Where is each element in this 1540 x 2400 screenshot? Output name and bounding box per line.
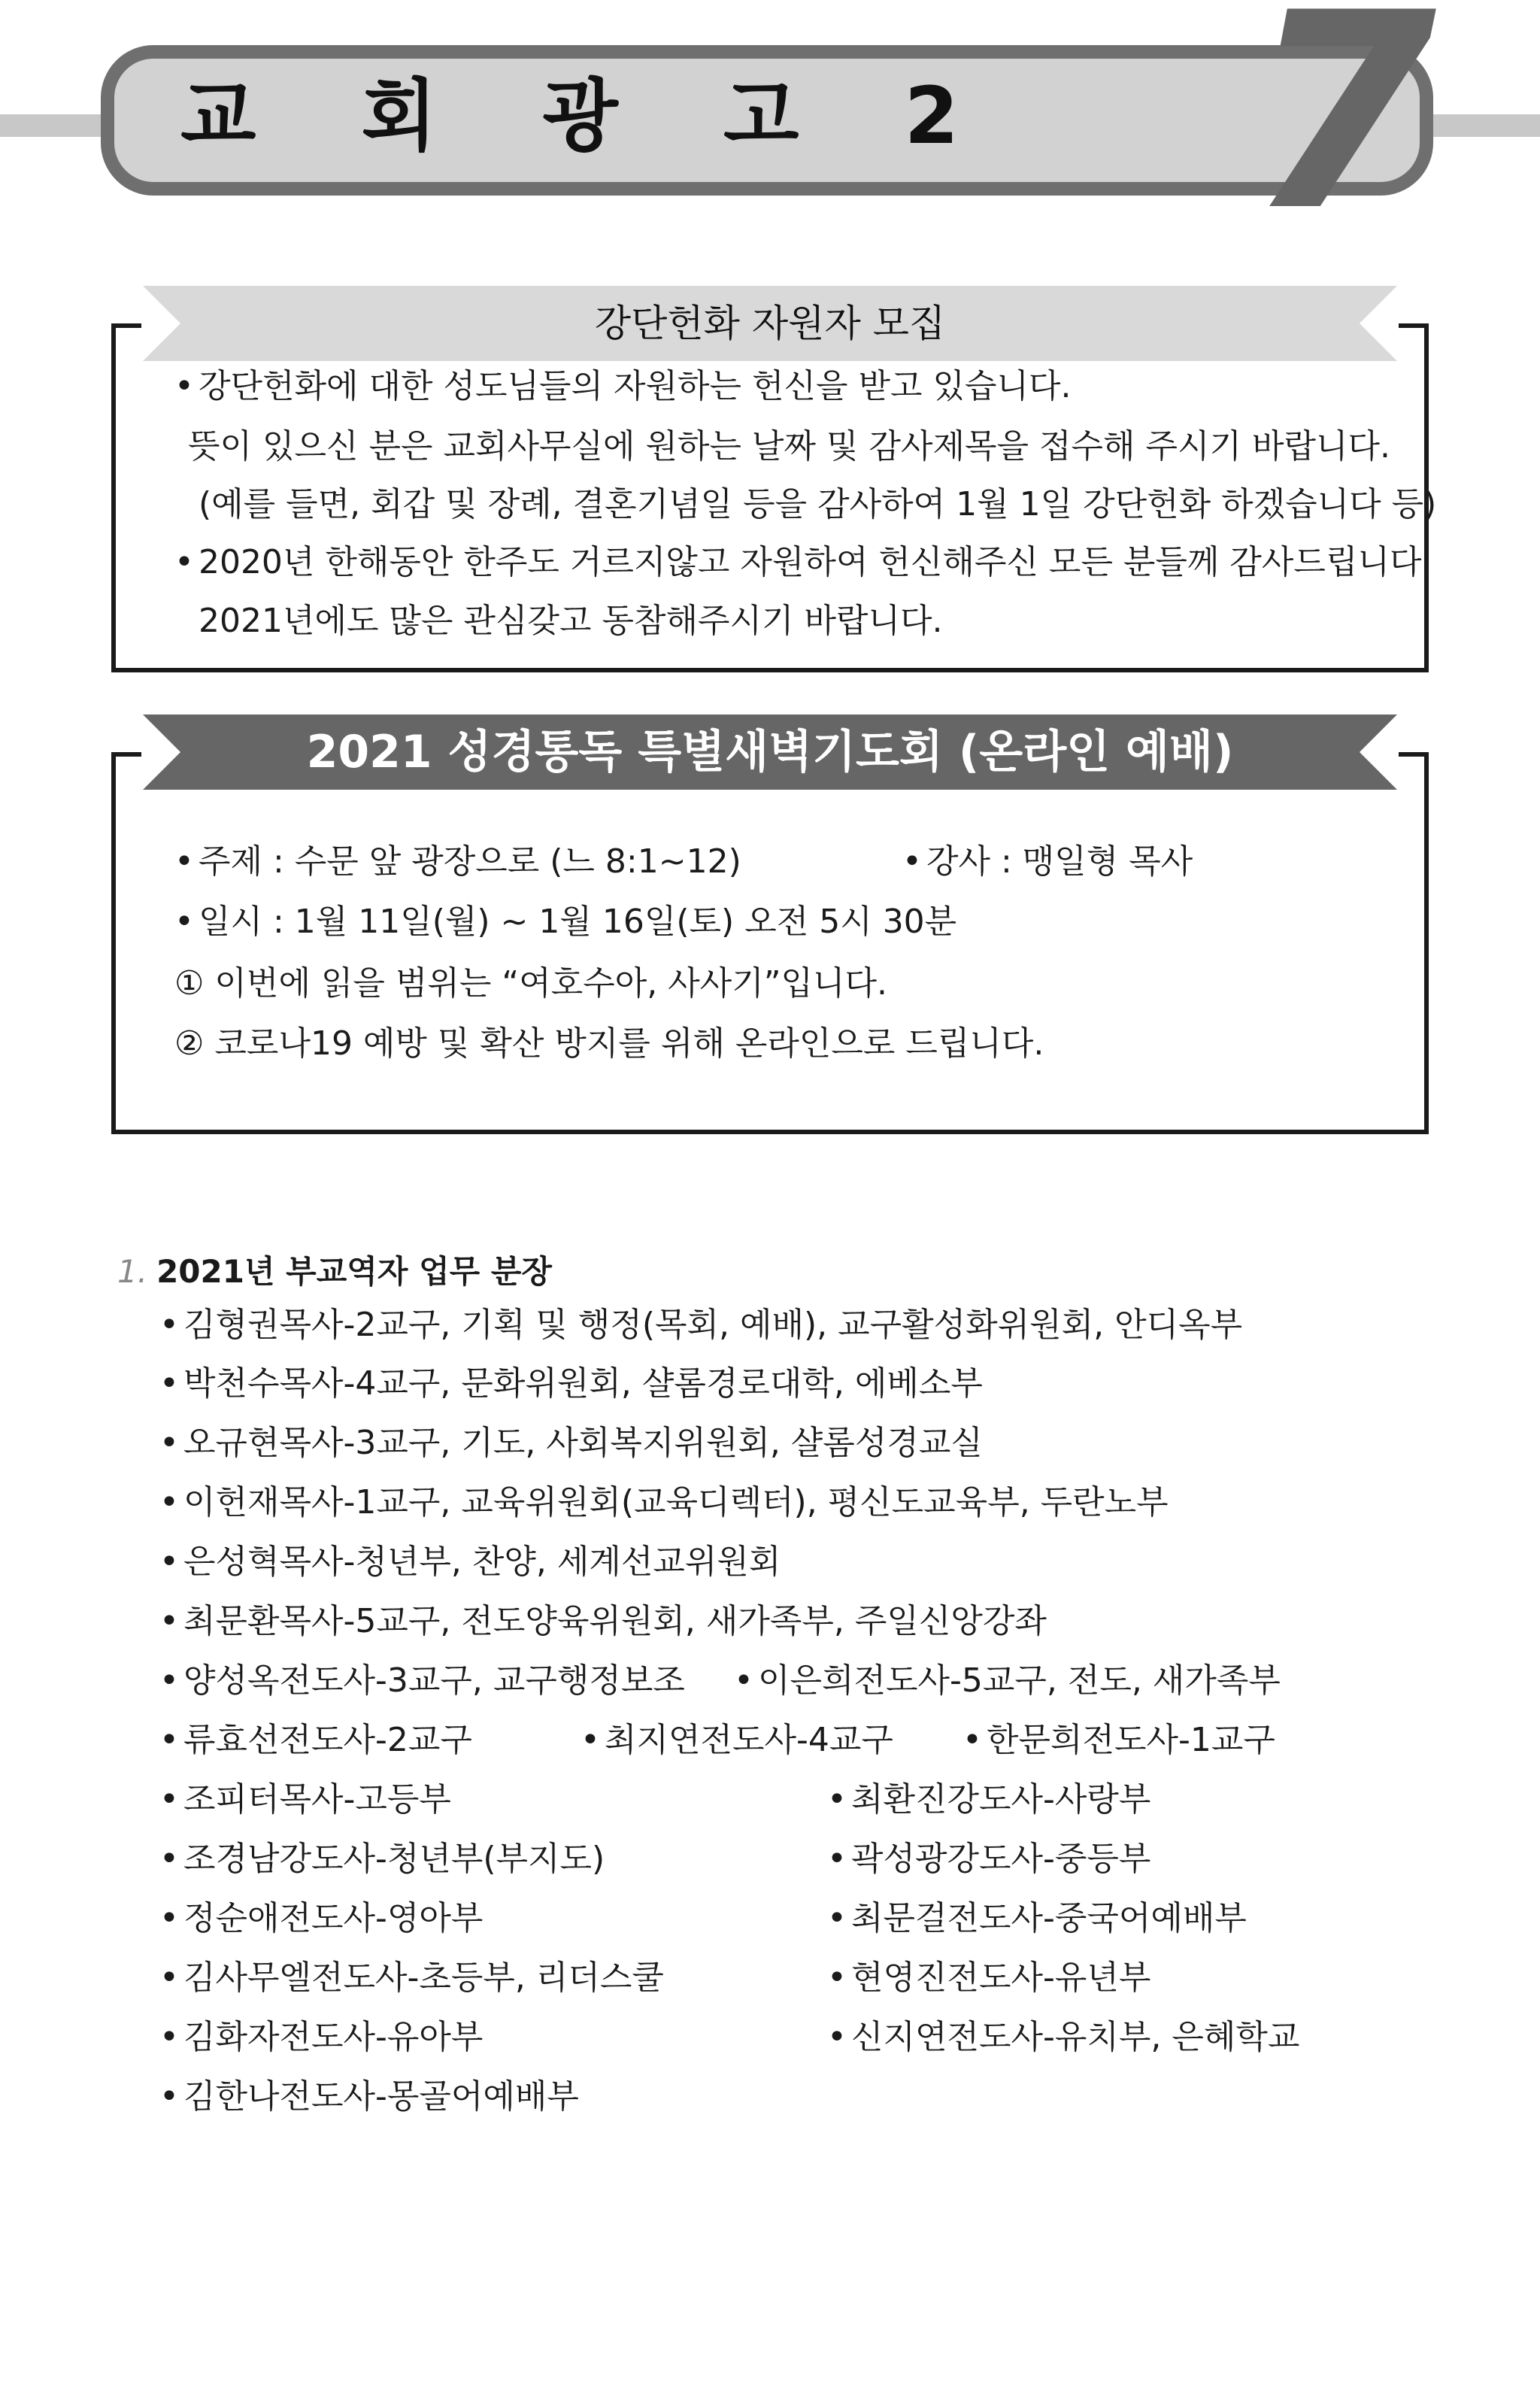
list-item: • 오규현목사-3교구, 기도, 사회복지위원회, 샬롬성경교실: [159, 1424, 983, 1464]
section-title: 강단헌화 자원자 모집: [594, 302, 946, 345]
list-item: • 현영진전도사-유년부: [827, 1959, 1150, 1998]
text-line: • 2020년 한해동안 한주도 거르지않고 자원하여 헌신해주신 모든 분들께 감사드립니다.: [174, 543, 1432, 583]
speaker: • 강사 : 맹일형 목사: [902, 842, 1193, 882]
note: ② 코로나19 예방 및 확산 방지를 위해 온라인으로 드립니다.: [174, 1024, 1044, 1063]
section-banner: [143, 715, 1397, 790]
list-item: • 이은희전도사-5교구, 전도, 새가족부: [734, 1661, 1281, 1701]
list-item: • 양성옥전도사-3교구, 교구행정보조: [159, 1661, 685, 1701]
text-line: 2021년에도 많은 관심갖고 동참해주시기 바랍니다.: [199, 602, 943, 640]
list-item: • 최지연전도사-4교구: [581, 1721, 893, 1761]
list-item: • 박천수목사-4교구, 문화위원회, 샬롬경로대학, 에베소부: [159, 1364, 983, 1404]
page-title: 교 회 광 고 2: [180, 70, 999, 162]
topic: • 주제 : 수문 앞 광장으로 (느 8:1~12): [174, 842, 741, 882]
list-item: • 김화자전도사-유아부: [159, 2018, 483, 2058]
list-item: • 한문희전도사-1교구: [962, 1721, 1275, 1761]
list-item: • 김형권목사-2교구, 기획 및 행정(목회, 예배), 교구활성화위원회, 안디옥부: [159, 1306, 1242, 1346]
list-item: • 김사무엘전도사-초등부, 리더스쿨: [159, 1959, 664, 1998]
section-banner: [143, 286, 1397, 361]
list-item: • 곽성광강도사-중등부: [827, 1840, 1150, 1880]
list-number: 1.: [117, 1253, 148, 1290]
list-item: • 최문환목사-5교구, 전도양육위원회, 새가족부, 주일신앙강좌: [159, 1602, 1047, 1642]
schedule: • 일시 : 1월 11일(월) ~ 1월 16일(토) 오전 5시 30분: [174, 903, 956, 942]
list-item: • 최환진강도사-사랑부: [827, 1780, 1150, 1820]
list-item: • 신지연전도사-유치부, 은혜학교: [827, 2018, 1299, 2058]
list-title: 2021년 부교역자 업무 분장: [156, 1253, 552, 1290]
list-item: • 김한나전도사-몽골어예배부: [159, 2077, 579, 2117]
section-frame: [111, 752, 1429, 1134]
text-line: (예를 들면, 회갑 및 장례, 결혼기념일 등을 감사하여 1월 1일 강단헌화 하겠습니다 등): [199, 485, 1437, 523]
list-item: • 류효선전도사-2교구: [159, 1721, 472, 1761]
section-title: 2021 성경통독 특별새벽기도회 (온라인 예배): [306, 726, 1234, 778]
list-item: • 정순애전도사-영아부: [159, 1899, 483, 1939]
list-item: • 최문걸전도사-중국어예배부: [827, 1899, 1247, 1939]
list-heading: [117, 1247, 552, 1292]
list-item: • 조피터목사-고등부: [159, 1780, 451, 1820]
page-number: 7: [1248, 0, 1437, 270]
note: ① 이번에 읽을 범위는 “여호수아, 사사기”입니다.: [174, 964, 888, 1003]
list-item: • 이헌재목사-1교구, 교육위원회(교육디렉터), 평신도교육부, 두란노부: [159, 1483, 1169, 1523]
list-item: • 조경남강도사-청년부(부지도): [159, 1840, 605, 1880]
text-line: • 강단헌화에 대한 성도님들의 자원하는 헌신을 받고 있습니다.: [174, 367, 1071, 407]
list-item: • 은성혁목사-청년부, 찬양, 세계선교위원회: [159, 1543, 781, 1582]
text-line: 뜻이 있으신 분은 교회사무실에 원하는 날짜 및 감사제목을 접수해 주시기 바랍니다.: [188, 427, 1390, 466]
